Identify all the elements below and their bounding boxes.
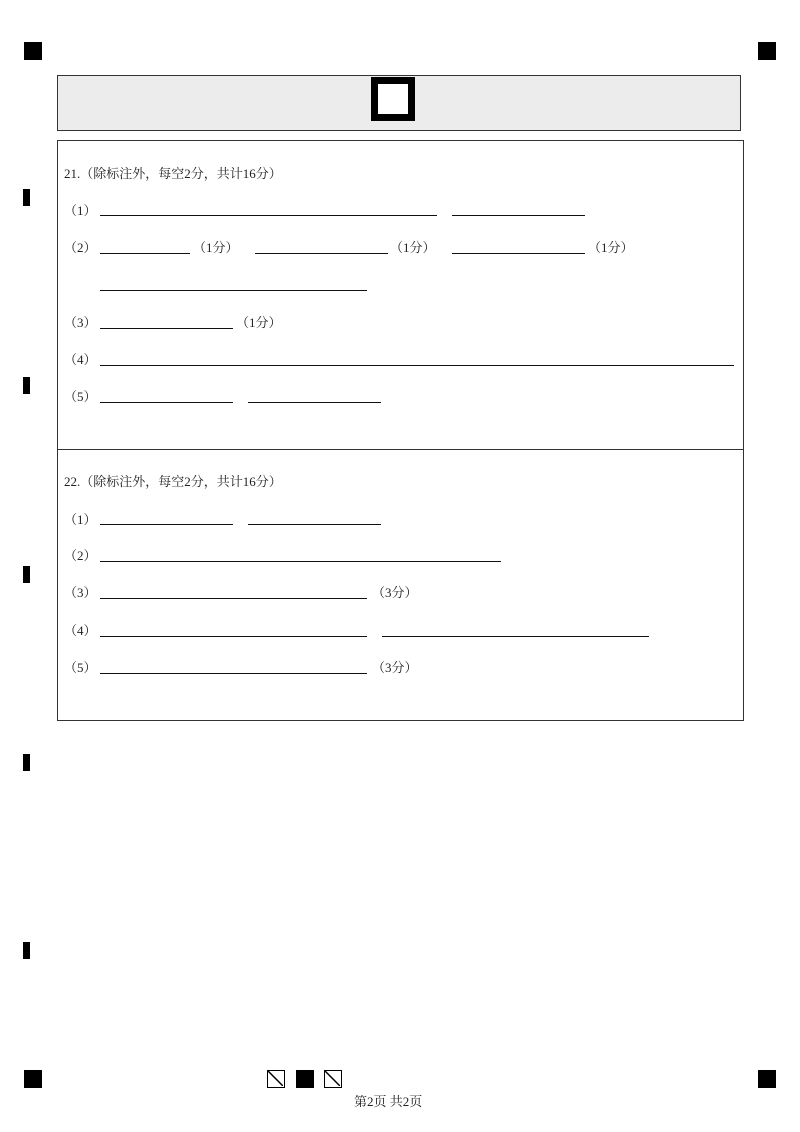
q21-part3-score-note: （1分） <box>236 315 282 330</box>
footer-slash-box-mark <box>324 1070 342 1088</box>
q21-part5-blank-2[interactable] <box>248 402 381 403</box>
timing-tick <box>23 189 30 206</box>
q22-part4-blank-2[interactable] <box>382 636 649 637</box>
corner-mark-top-left <box>24 42 42 60</box>
q22-part5-blank-1[interactable] <box>100 673 367 674</box>
q22-part1-blank-2[interactable] <box>248 524 381 525</box>
q21-part2-score-note-2: （1分） <box>390 240 436 255</box>
q22-part4-blank-1[interactable] <box>100 636 367 637</box>
header-square-mark <box>371 77 415 121</box>
q22-part1-blank-1[interactable] <box>100 524 233 525</box>
q21-part2-blank-1[interactable] <box>100 253 190 254</box>
page-number: 第2页 共2页 <box>354 1094 423 1109</box>
timing-tick <box>23 566 30 583</box>
q21-part4-blank-1[interactable] <box>100 365 734 366</box>
q22-part2-label: （2） <box>64 548 97 563</box>
q22-part3-score-note: （3分） <box>372 585 418 600</box>
q22-part2-blank-1[interactable] <box>100 561 501 562</box>
timing-tick <box>23 377 30 394</box>
q21-part5-blank-1[interactable] <box>100 402 233 403</box>
q21-part1-label: （1） <box>64 203 97 218</box>
q21-part2-blank-4[interactable] <box>100 290 367 291</box>
timing-tick <box>23 942 30 959</box>
q22-part1-label: （1） <box>64 512 97 527</box>
q22-part3-blank-1[interactable] <box>100 598 367 599</box>
question-21-box <box>57 140 744 450</box>
corner-mark-bottom-left <box>24 1070 42 1088</box>
timing-tick <box>23 754 30 771</box>
q21-part2-blank-2[interactable] <box>255 253 388 254</box>
question-22-title: 22.（除标注外，每空2分，共计16分） <box>64 474 282 489</box>
q21-part5-label: （5） <box>64 389 97 404</box>
corner-mark-top-right <box>758 42 776 60</box>
q21-part1-blank-1[interactable] <box>100 215 437 216</box>
q21-part3-blank-1[interactable] <box>100 328 233 329</box>
q21-part2-score-note-1: （1分） <box>193 240 239 255</box>
q21-part3-label: （3） <box>64 315 97 330</box>
q22-part4-label: （4） <box>64 623 97 638</box>
footer-slash-box-mark <box>267 1070 285 1088</box>
q21-part1-blank-2[interactable] <box>452 215 585 216</box>
q21-part2-label: （2） <box>64 240 97 255</box>
q22-part3-label: （3） <box>64 585 97 600</box>
q22-part5-score-note: （3分） <box>372 660 418 675</box>
q21-part2-score-note-3: （1分） <box>588 240 634 255</box>
q22-part5-label: （5） <box>64 660 97 675</box>
footer-solid-box-mark <box>296 1070 314 1088</box>
corner-mark-bottom-right <box>758 1070 776 1088</box>
q21-part4-label: （4） <box>64 352 97 367</box>
q21-part2-blank-3[interactable] <box>452 253 585 254</box>
question-21-title: 21.（除标注外，每空2分，共计16分） <box>64 166 282 181</box>
